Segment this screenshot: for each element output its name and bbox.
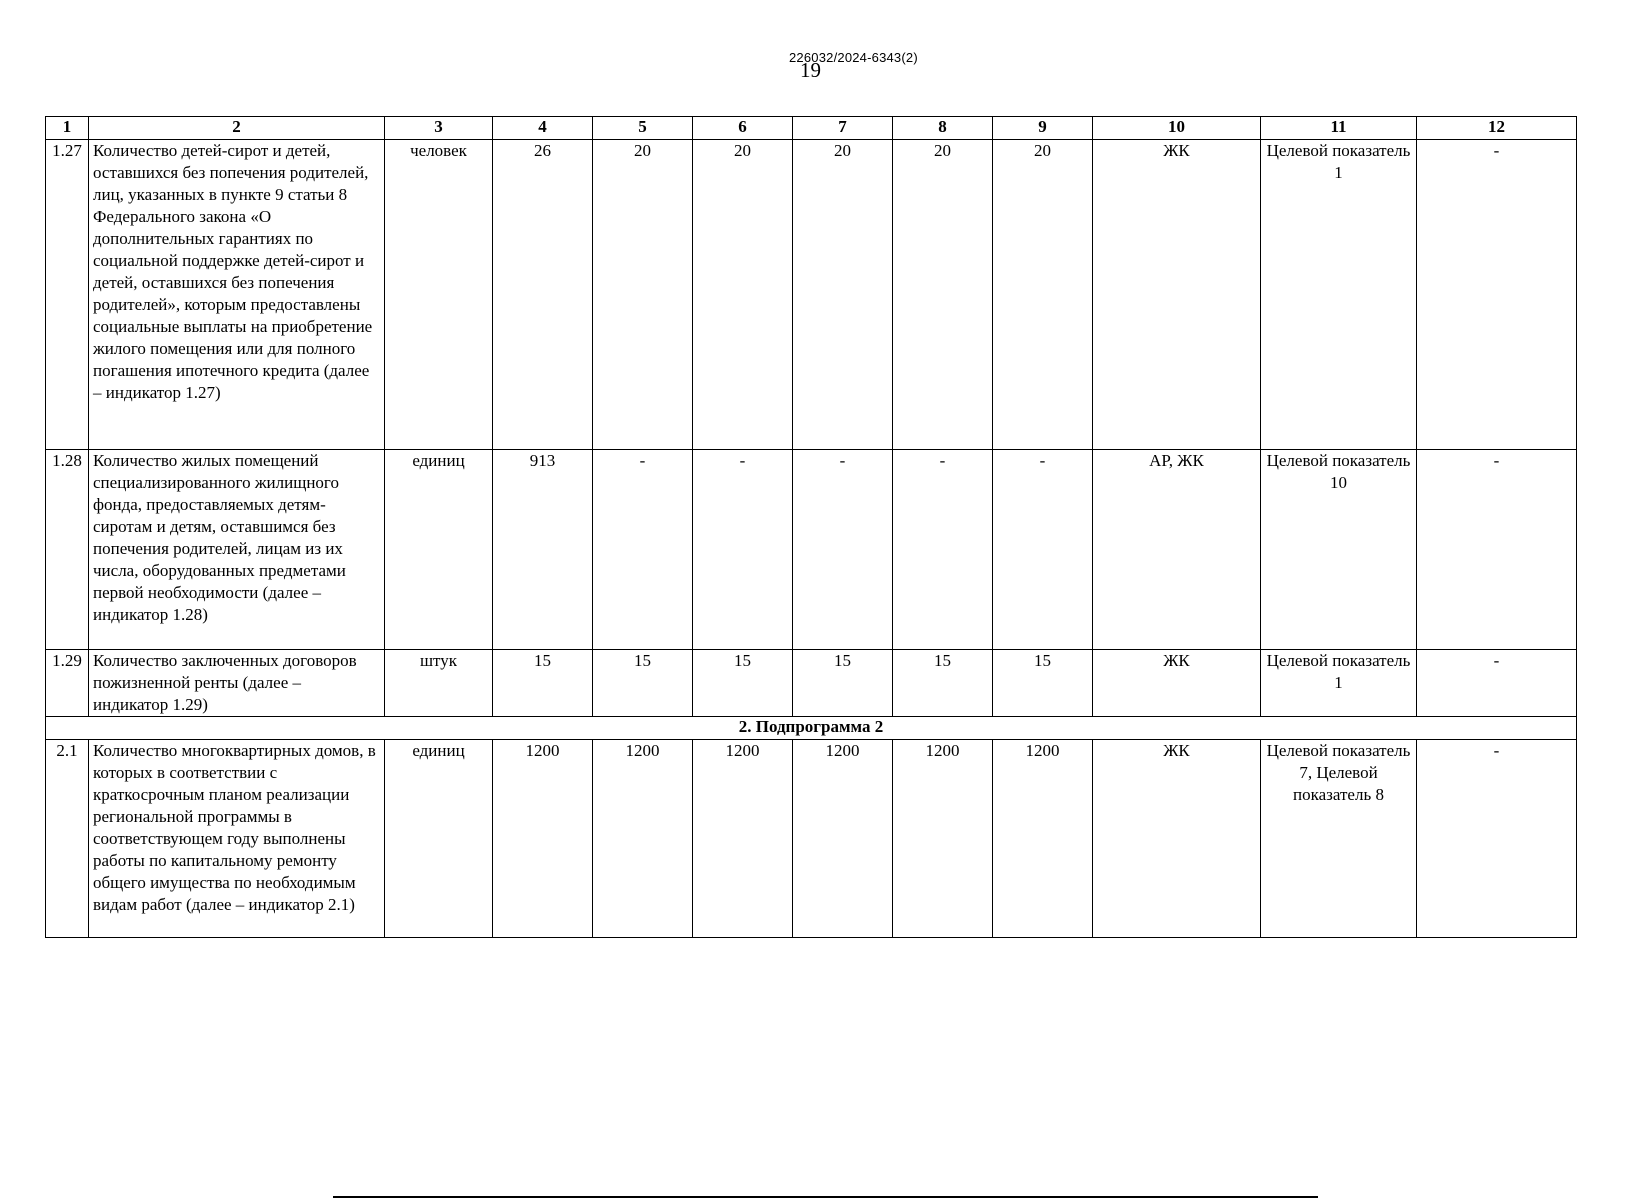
value-cell: 26 [493,140,593,450]
column-header: 12 [1417,117,1577,140]
column-header: 5 [593,117,693,140]
value-cell: 1200 [693,740,793,938]
value-cell: 15 [593,650,693,717]
value-cell: 20 [793,140,893,450]
unit-cell: человек [385,140,493,450]
indicator-name: Количество детей-сирот и детей, оставшихся без попечения родителей, лиц, указанных в пункте 9 статьи 8 Федерального закона «О дополнительных гарантиях по социальной поддержке детей-сирот и детей, оставшихся без попечения родителей», которым предоставлены социальные выплаты на приобретение жилого помещения или для полного погашения ипотечного кредита (далее – индикатор 1.27) [89,140,385,450]
indicator-name: Количество многоквартирных домов, в которых в соответствии с краткосрочным планом реализации региональной программы в соответствующем году выполнены работы по капитальному ремонту общего имущества по необходимым видам работ (далее – индикатор 2.1) [89,740,385,938]
value-cell: 15 [993,650,1093,717]
column-header: 4 [493,117,593,140]
source-cell: АР, ЖК [1093,450,1261,650]
column-header: 6 [693,117,793,140]
note-cell: - [1417,140,1577,450]
target-cell: Целевой показатель 1 [1261,650,1417,717]
unit-cell: единиц [385,450,493,650]
note-cell: - [1417,740,1577,938]
page-number: 19 [800,58,821,82]
value-cell: - [893,450,993,650]
row-number: 2.1 [46,740,89,938]
registration-number: 226032/2024-6343(2) [789,50,918,65]
table-row [46,650,1577,717]
column-header: 9 [993,117,1093,140]
value-cell: 20 [593,140,693,450]
value-cell: 1200 [793,740,893,938]
table-row [46,450,1577,650]
value-cell: - [693,450,793,650]
column-header: 10 [1093,117,1261,140]
value-cell: 1200 [493,740,593,938]
value-cell: 1200 [593,740,693,938]
source-cell: ЖК [1093,650,1261,717]
value-cell: 913 [493,450,593,650]
column-header: 1 [46,117,89,140]
subprogram-header-row [46,717,1577,740]
value-cell: 15 [893,650,993,717]
table-row [46,140,1577,450]
value-cell: 15 [793,650,893,717]
value-cell: 20 [993,140,1093,450]
column-number-header-row [46,117,1577,140]
source-cell: ЖК [1093,740,1261,938]
value-cell: 15 [693,650,793,717]
indicator-name: Количество заключенных договоров пожизненной ренты (далее – индикатор 1.29) [89,650,385,717]
target-cell: Целевой показатель 10 [1261,450,1417,650]
note-cell: - [1417,450,1577,650]
indicators-table [45,116,1577,938]
bottom-rule [333,1196,1318,1198]
subprogram-title: 2. Подпрограмма 2 [46,717,1577,740]
source-cell: ЖК [1093,140,1261,450]
row-number: 1.27 [46,140,89,450]
note-cell: - [1417,650,1577,717]
value-cell: - [993,450,1093,650]
column-header: 8 [893,117,993,140]
indicator-name: Количество жилых помещений специализированного жилищного фонда, предоставляемых детям-сиротам и детям, оставшимся без попечения родителей, лицам из их числа, оборудованных предметами первой необходимости (далее – индикатор 1.28) [89,450,385,650]
value-cell: 20 [693,140,793,450]
target-cell: Целевой показатель 1 [1261,140,1417,450]
column-header: 2 [89,117,385,140]
row-number: 1.28 [46,450,89,650]
column-header: 11 [1261,117,1417,140]
row-number: 1.29 [46,650,89,717]
unit-cell: штук [385,650,493,717]
value-cell: 15 [493,650,593,717]
column-header: 3 [385,117,493,140]
target-cell: Целевой показатель 7, Целевой показатель 8 [1261,740,1417,938]
column-header: 7 [793,117,893,140]
value-cell: - [593,450,693,650]
value-cell: - [793,450,893,650]
table-row [46,740,1577,938]
value-cell: 1200 [893,740,993,938]
unit-cell: единиц [385,740,493,938]
value-cell: 1200 [993,740,1093,938]
value-cell: 20 [893,140,993,450]
